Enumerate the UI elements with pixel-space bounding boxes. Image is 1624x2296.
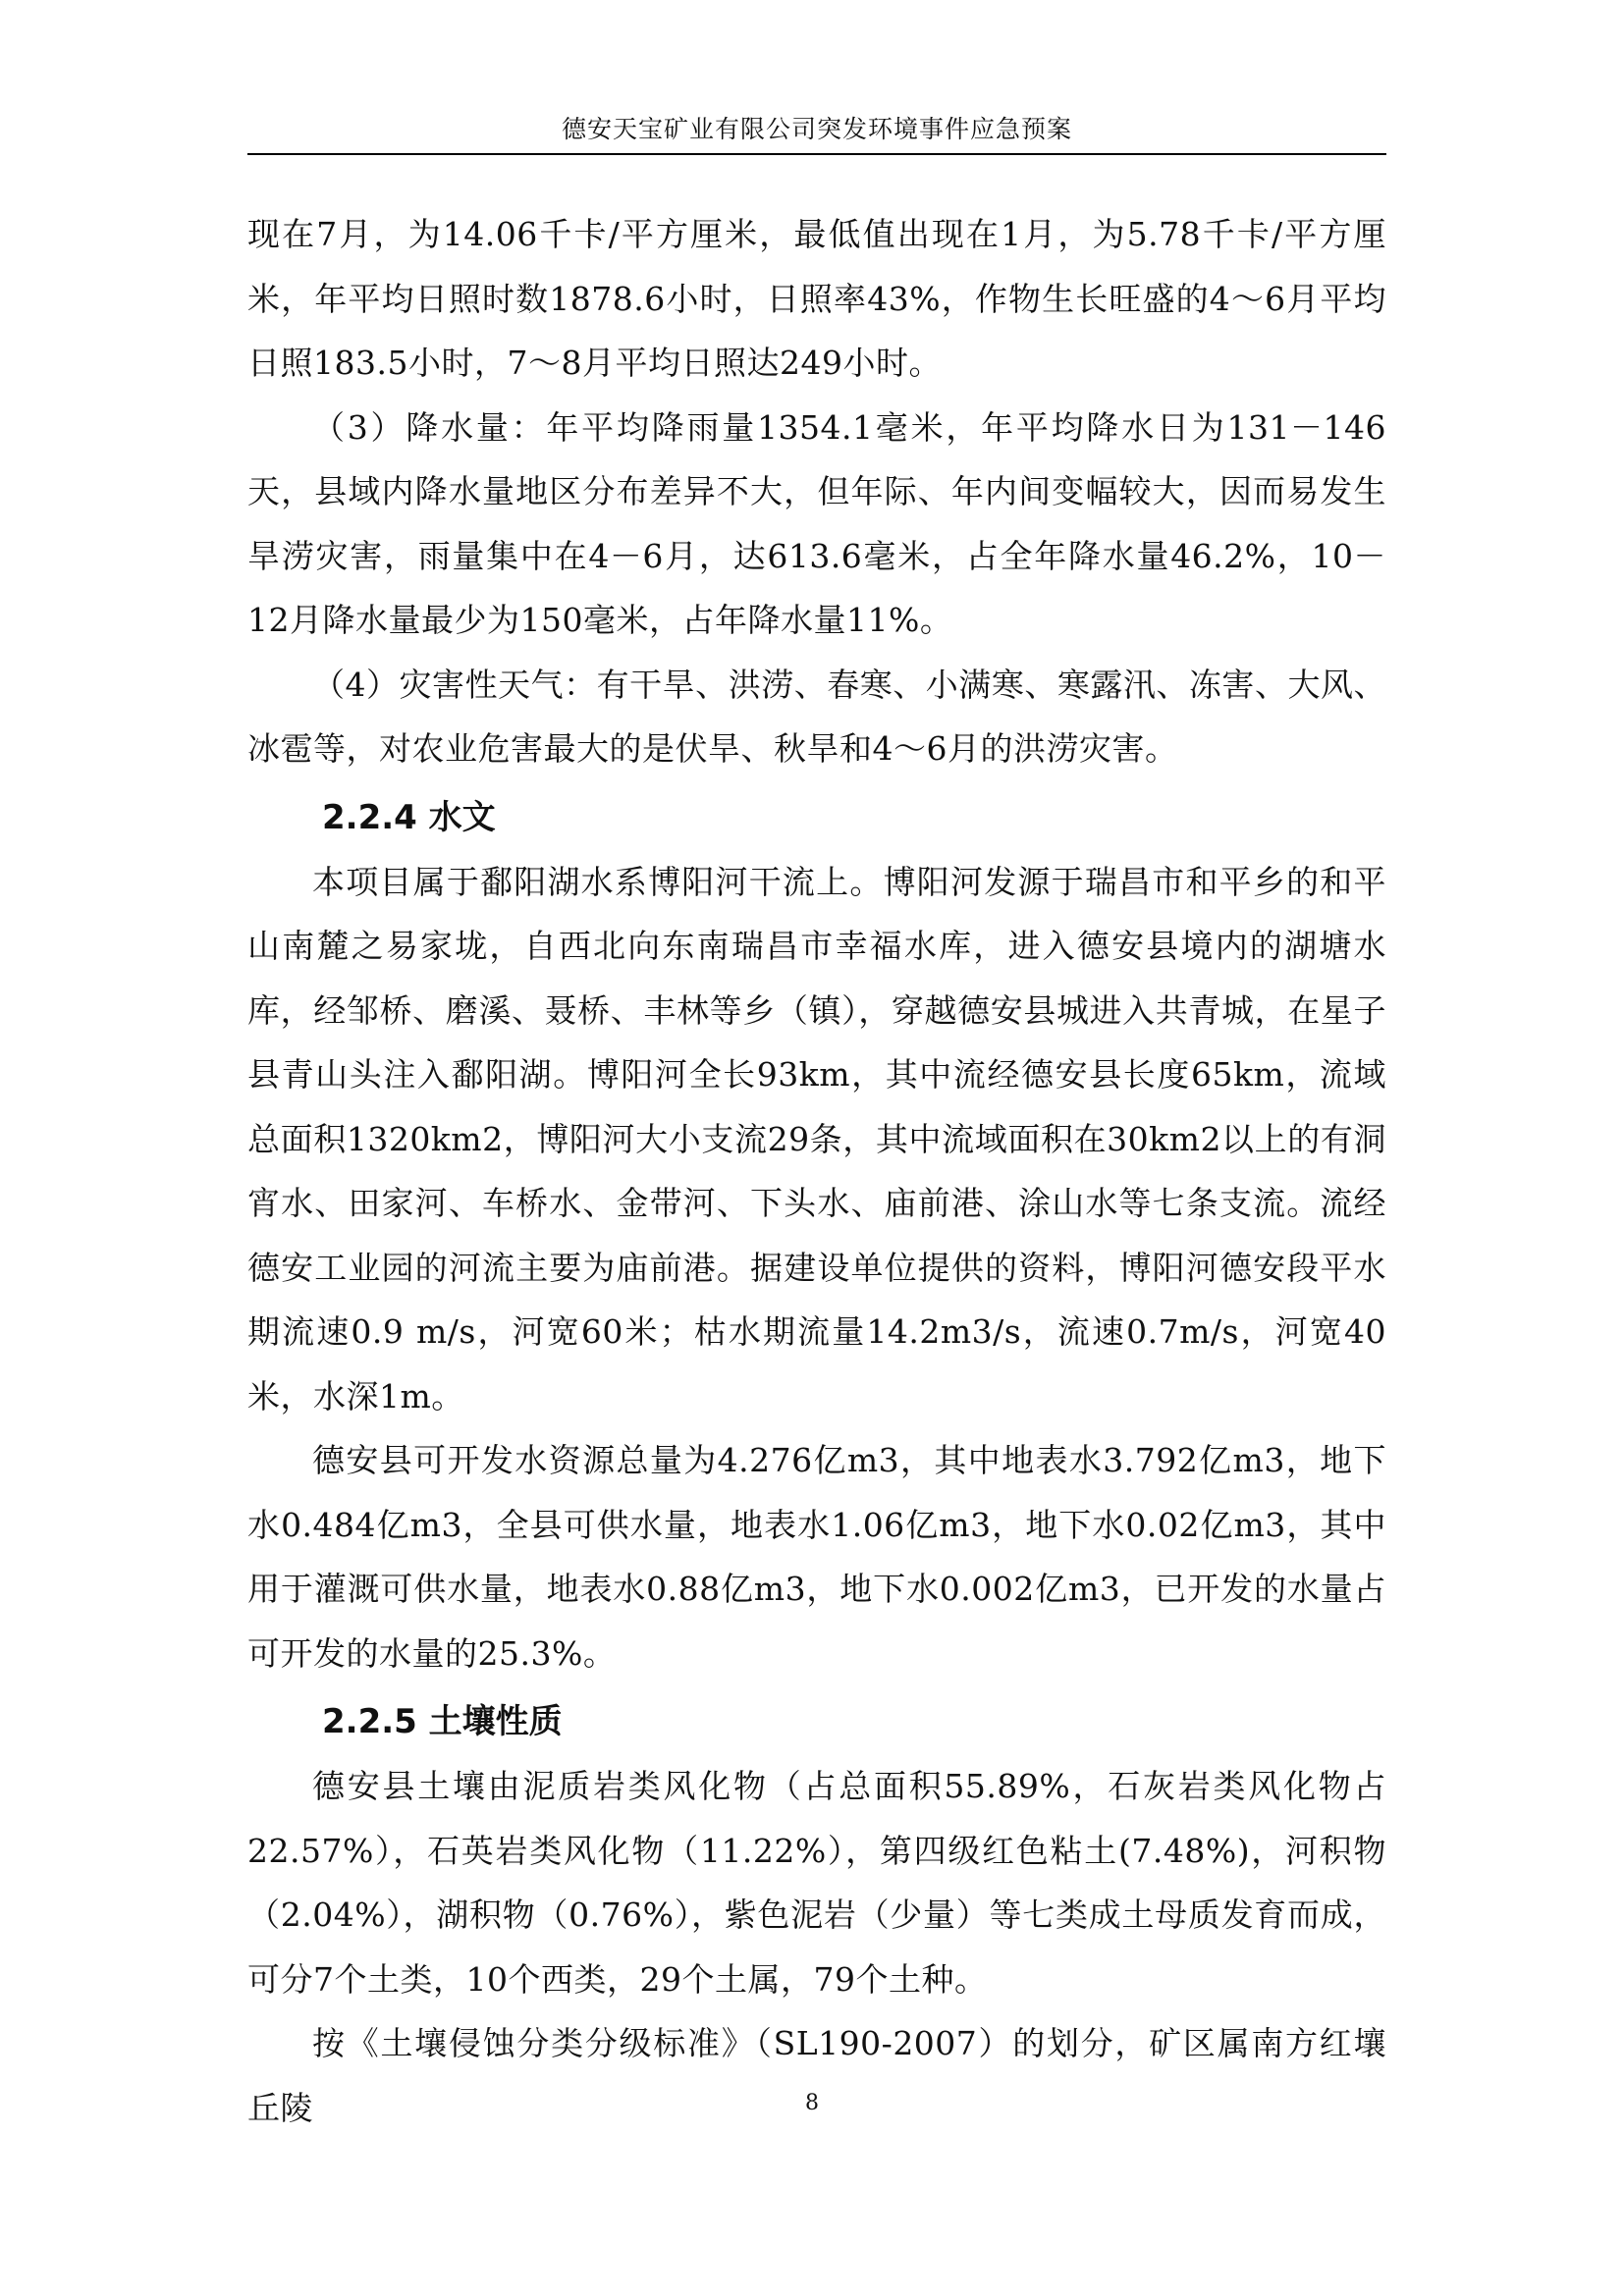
paragraph-water-resources: 德安县可开发水资源总量为4.276亿m3，其中地表水3.792亿m3，地下水0.484亿m3，全县可供水量，地表水1.06亿m3，地下水0.02亿m3，其中用于灌溉可供水量，地表水0.88亿m3，地下水0.002亿m3，已开发的水量占可开发的水量的25.3%。 bbox=[247, 1441, 1386, 1673]
section-heading-hydrology: 2.2.4 水文 bbox=[322, 797, 496, 837]
page-header-title: 德安天宝矿业有限公司突发环境事件应急预案 bbox=[561, 115, 1072, 143]
page-number: 8 bbox=[805, 2091, 819, 2115]
paragraph-erosion: 按《土壤侵蚀分类分级标准》（SL190-2007）的划分，矿区属南方红壤丘陵 bbox=[247, 2024, 1386, 2127]
document-body bbox=[247, 202, 1386, 2140]
paragraph-soil: 德安县土壤由泥质岩类风化物（占总面积55.89%，石灰岩类风化物占22.57%），石英岩类风化物（11.22%），第四级红色粘土(7.48%)，河积物（2.04%），湖积物（0.76%），紫色泥岩（少量）等七类成土母质发育而成，可分7个土类，10个西类，29个土属，79个土种。 bbox=[247, 1767, 1386, 1999]
paragraph-sunshine: 现在7月，为14.06千卡/平方厘米，最低值出现在1月，为5.78千卡/平方厘米，年平均日照时数1878.6小时，日照率43%，作物生长旺盛的4～6月平均日照183.5小时，7～8月平均日照达249小时。 bbox=[247, 215, 1386, 382]
paragraph-rainfall: （3）降水量：年平均降雨量1354.1毫米，年平均降水日为131－146天，县域内降水量地区分布差异不大，但年际、年内间变幅较大，因而易发生旱涝灾害，雨量集中在4－6月，达613.6毫米，占全年降水量46.2%，10－12月降水量最少为150毫米，占年降水量11%。 bbox=[247, 407, 1386, 639]
section-heading-soil: 2.2.5 土壤性质 bbox=[322, 1702, 563, 1741]
paragraph-hydrology: 本项目属于鄱阳湖水系博阳河干流上。博阳河发源于瑞昌市和平乡的和平山南麓之易家垅，自西北向东南瑞昌市幸福水库，进入德安县境内的湖塘水库，经邹桥、磨溪、聂桥、丰林等乡（镇），穿越德安县城进入共青城，在星子县青山头注入鄱阳湖。博阳河全长93km，其中流经德安县长度65km，流域总面积1320km2，博阳河大小支流29条，其中流域面积在30km2以上的有洞宵水、田家河、车桥水、金带河、下头水、庙前港、涂山水等七条支流。流经德安工业园的河流主要为庙前港。据建设单位提供的资料，博阳河德安段平水期流速0.9 m/s，河宽60米；枯水期流量14.2m3/s，流速0.7m/s，河宽40米，水深1m。 bbox=[247, 862, 1386, 1415]
header-divider bbox=[247, 153, 1386, 155]
paragraph-disaster-weather: （4）灾害性天气：有干旱、洪涝、春寒、小满寒、寒露汛、冻害、大风、冰雹等，对农业危害最大的是伏旱、秋旱和4～6月的洪涝灾害。 bbox=[247, 665, 1386, 768]
